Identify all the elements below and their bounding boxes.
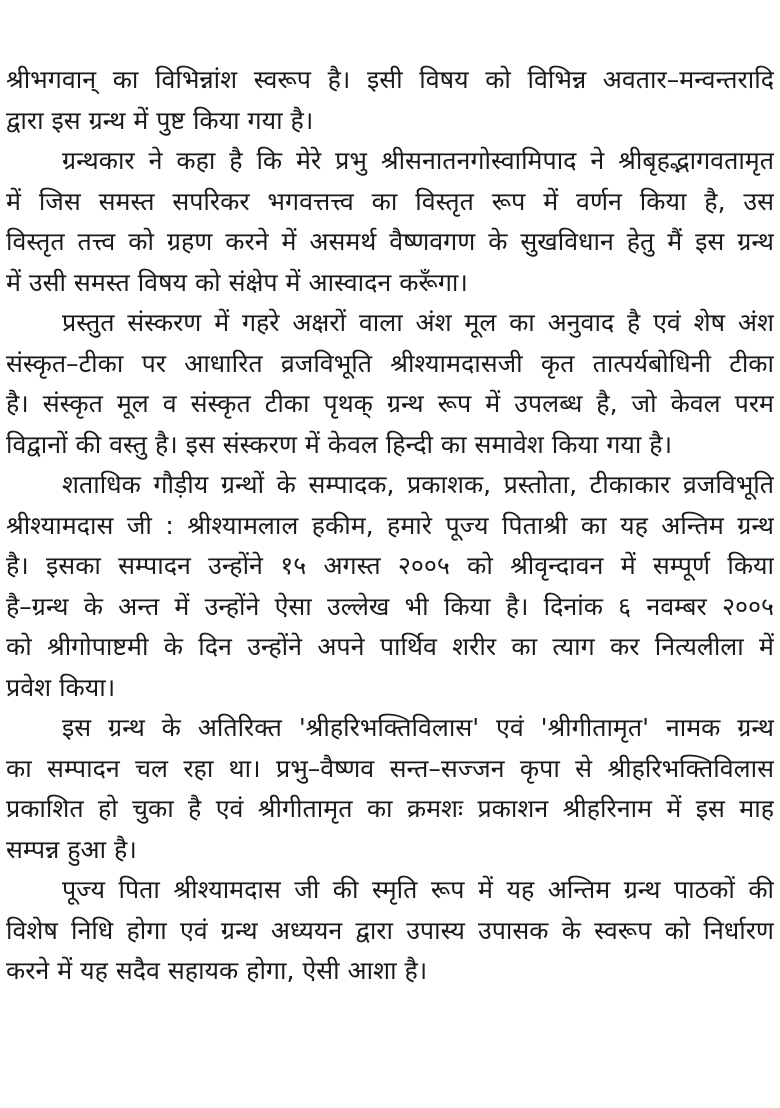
text-line: है–ग्रन्थ के अन्त में उन्होंने ऐसा उल्लेख भी किया है। दिनांक ६ नवम्बर २००५ xyxy=(6,591,774,621)
document-page xyxy=(6,60,774,992)
paragraph xyxy=(6,60,774,141)
text-line: में उसी समस्त विषय को संक्षेप में आस्वादन करूँगा। xyxy=(6,267,468,297)
paragraph xyxy=(6,870,774,992)
text-line: में जिस समस्त सपरिकर भगवत्तत्त्व का विस्तृत रूप में वर्णन किया है, उस xyxy=(6,186,774,216)
paragraph xyxy=(6,708,774,870)
text-line: श्रीभगवान् का विभिन्नांश स्वरूप है। इसी विषय को विभिन्न अवतार–मन्वन्तरादि xyxy=(6,65,774,94)
paragraph xyxy=(6,465,774,708)
text-line: पूज्य पिता श्रीश्यामदास जी की स्मृति रूप में यह अन्तिम ग्रन्थ पाठकों की xyxy=(62,875,774,904)
text-line: संस्कृत–टीका पर आधारित व्रजविभूति श्रीश्यामदासजी कृत तात्पर्यबोधिनी टीका xyxy=(6,348,774,378)
paragraph xyxy=(6,303,774,465)
text-line: प्रवेश किया। xyxy=(6,672,116,702)
text-line: है। संस्कृत मूल व संस्कृत टीका पृथक् ग्रन्थ रूप में उपलब्ध है, जो केवल परम xyxy=(6,389,774,418)
text-line: द्वारा इस ग्रन्थ में पुष्ट किया गया है। xyxy=(6,105,314,135)
text-line: को श्रीगोपाष्टमी के दिन उन्होंने अपने पार्थिव शरीर का त्याग कर नित्यलीला में xyxy=(6,632,774,661)
text-line: है। इसका सम्पादन उन्होंने १५ अगस्त २००५ को श्रीवृन्दावन में सम्पूर्ण किया xyxy=(6,551,774,580)
text-line: का सम्पादन चल रहा था। प्रभु–वैष्णव सन्त–सज्जन कृपा से श्रीहरिभक्तिविलास xyxy=(6,753,774,783)
text-line: इस ग्रन्थ के अतिरिक्त 'श्रीहरिभक्तिविलास' एवं 'श्रीगीतामृत' नामक ग्रन्थ xyxy=(62,713,774,742)
text-line: विस्तृत तत्त्व को ग्रहण करने में असमर्थ वैष्णवगण के सुखविधान हेतु मैं इस ग्रन्थ xyxy=(6,227,774,256)
paragraph xyxy=(6,141,774,303)
text-line: विद्वानों की वस्तु है। इस संस्करण में केवल हिन्दी का समावेश किया गया है। xyxy=(6,429,673,459)
text-line: सम्पन्न हुआ है। xyxy=(6,834,137,864)
text-line: श्रीश्यामदास जी : श्रीश्यामलाल हकीम, हमारे पूज्य पिताश्री का यह अन्तिम ग्रन्थ xyxy=(6,510,774,540)
text-line: प्रकाशित हो चुका है एवं श्रीगीतामृत का क्रमशः प्रकाशन श्रीहरिनाम में इस माह xyxy=(6,794,774,823)
text-line: प्रस्तुत संस्करण में गहरे अक्षरों वाला अंश मूल का अनुवाद है एवं शेष अंश xyxy=(62,308,774,337)
text-line: विशेष निधि होगा एवं ग्रन्थ अध्ययन द्वारा उपास्य उपासक के स्वरूप को निर्धारण xyxy=(6,915,774,945)
text-line: ग्रन्थकार ने कहा है कि मेरे प्रभु श्रीसनातनगोस्वामिपाद ने श्रीबृहद्भागवतामृत xyxy=(62,146,774,175)
text-line: करने में यह सदैव सहायक होगा, ऐसी आशा है। xyxy=(6,956,428,985)
text-line: शताधिक गौड़ीय ग्रन्थों के सम्पादक, प्रकाशक, प्रस्तोता, टीकाकार व्रजविभूति xyxy=(62,470,774,499)
